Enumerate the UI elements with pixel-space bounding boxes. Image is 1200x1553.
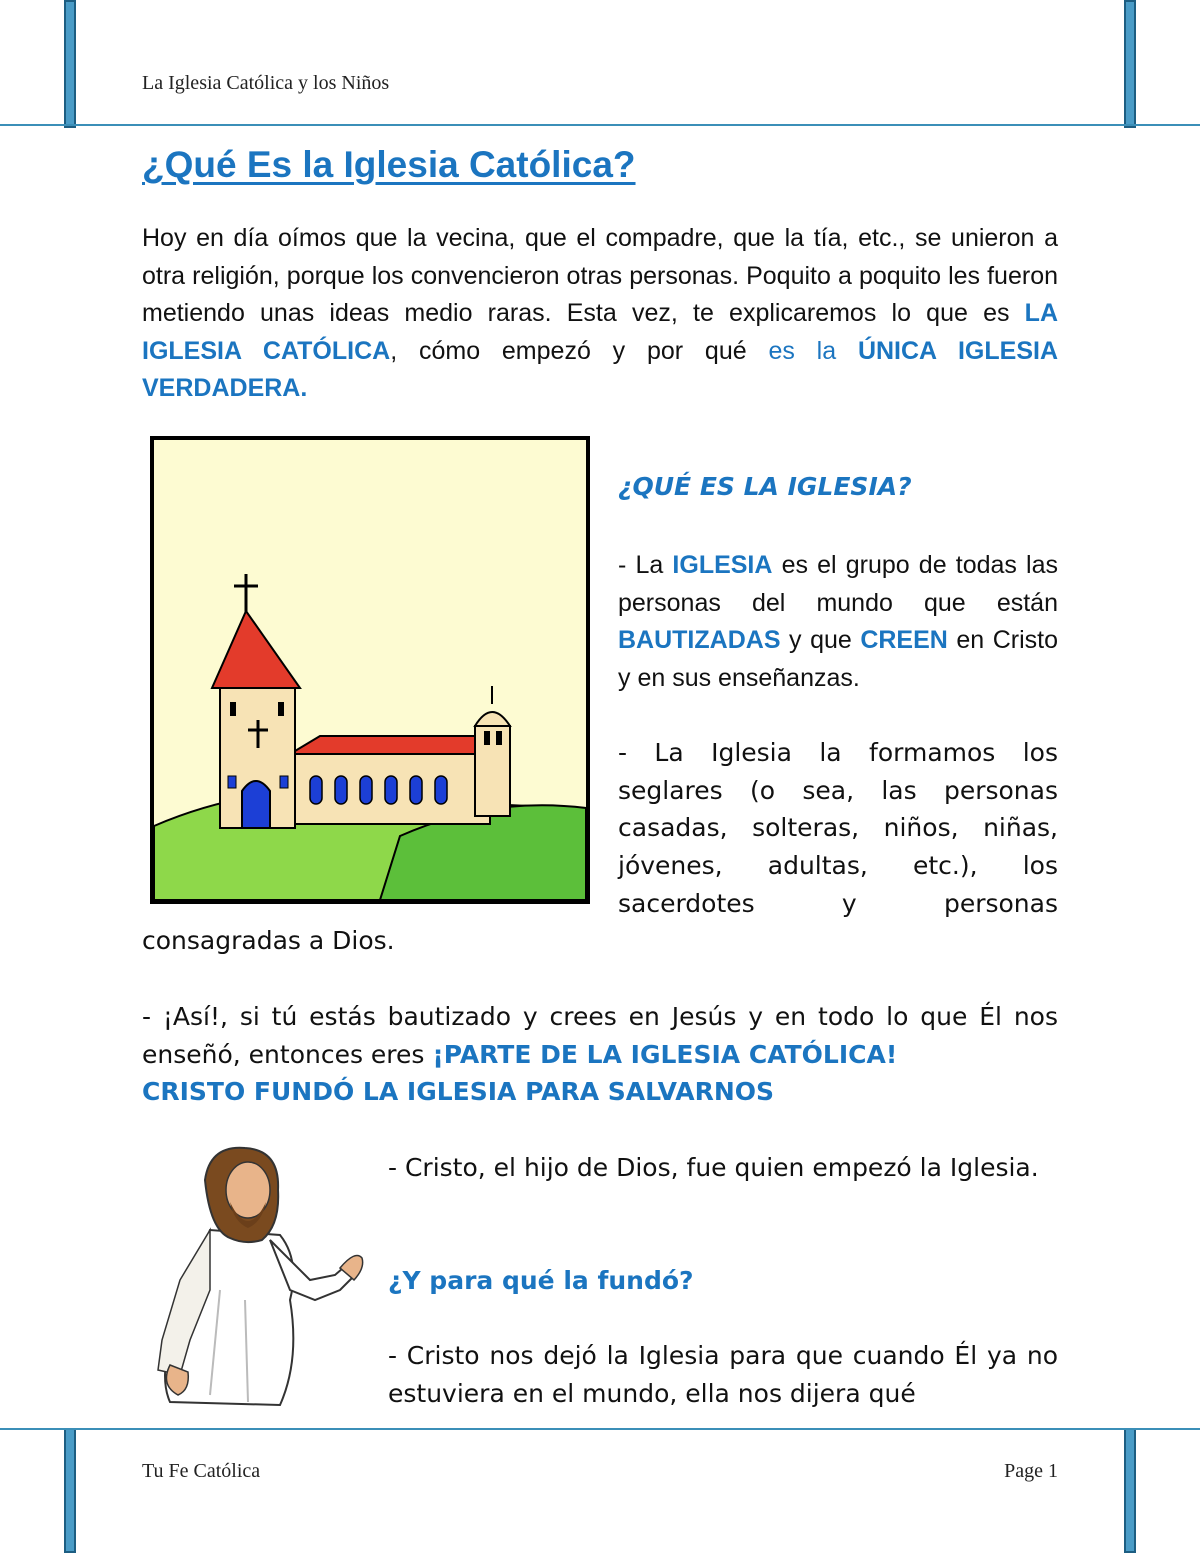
top-left-bar [64,0,76,128]
header-rule [0,124,1200,126]
formamos-line-1: - La Iglesia la formamos los [618,738,1058,767]
definicion-text-3: y que [780,626,861,655]
definicion-highlight-iglesia: IGLESIA [672,551,773,579]
jesus-illustration [150,1140,370,1410]
page-title: ¿Qué Es la Iglesia Católica? [142,144,636,185]
bottom-left-bar [64,1428,76,1553]
intro-highlight-1: LA IGLESIA CATÓLICA [142,299,1058,365]
paragraph-asi [142,998,1058,1073]
asi-highlight: ¡PARTE DE LA IGLESIA CATÓLICA! [432,1039,898,1069]
definicion-text-1: - La [618,551,673,579]
intro-highlight-2: ÚNICA IGLESIA VERDADERA. [142,336,1058,403]
definicion-highlight-bautizadas: BAUTIZADAS [618,626,781,655]
definicion-highlight-creen: CREEN [860,626,948,655]
section-heading-cristo-fundo: CRISTO FUNDÓ LA IGLESIA PARA SALVARNOS [142,1077,775,1106]
bottom-right-bar [1124,1428,1136,1553]
formamos-line-2: seglares (o sea, las personas [618,776,1058,805]
page-number: Page 1 [1004,1460,1058,1482]
formamos-line-4: jóvenes, adultas, etc.), los [618,851,1058,880]
formamos-line-6: consagradas a Dios. [142,926,395,955]
intro-text-3: es la [768,336,858,365]
subheading-para-que: ¿Y para qué la fundó? [388,1266,694,1295]
intro-paragraph [142,220,1058,408]
footer-left: Tu Fe Católica [142,1460,261,1482]
paragraph-definicion [618,547,1058,697]
formamos-line-5: sacerdotes y personas [618,889,1058,918]
page-header: La Iglesia Católica y los Niños [142,72,390,94]
intro-text-1: Hoy en día oímos que la vecina, que el compadre, que la tía, etc., se unieron a otra religión, porque los convencieron otras personas. Poquito a poquito les fueron metiendo unas ideas medio raras. Esta vez, te explicaremos lo que es [142,224,1058,328]
asi-text: - ¡Así!, si tú estás bautizado y crees en Jesús y en todo lo que Él nos enseñó, entonces eres [142,1002,1058,1069]
definicion-text-4: en Cristo y en sus enseñanzas. [618,626,1058,692]
footer-rule [0,1428,1200,1430]
top-right-bar [1124,0,1136,128]
intro-text-2: , cómo empezó y por qué [390,336,769,365]
church-illustration [150,436,590,904]
paragraph-cristo-dejo: - Cristo nos dejó la Iglesia para que cuando Él ya no estuviera en el mundo, ella nos dijera qué [388,1341,1058,1408]
formamos-line-3: casadas, solteras, niños, niñas, [618,813,1058,842]
definicion-text-2: es el grupo de todas las personas del mundo que están [618,551,1058,617]
section-heading-que-es-la-iglesia: ¿QUÉ ES LA IGLESIA? [618,472,912,501]
paragraph-cristo-empezo: - Cristo, el hijo de Dios, fue quien empezó la Iglesia. [388,1153,1039,1182]
